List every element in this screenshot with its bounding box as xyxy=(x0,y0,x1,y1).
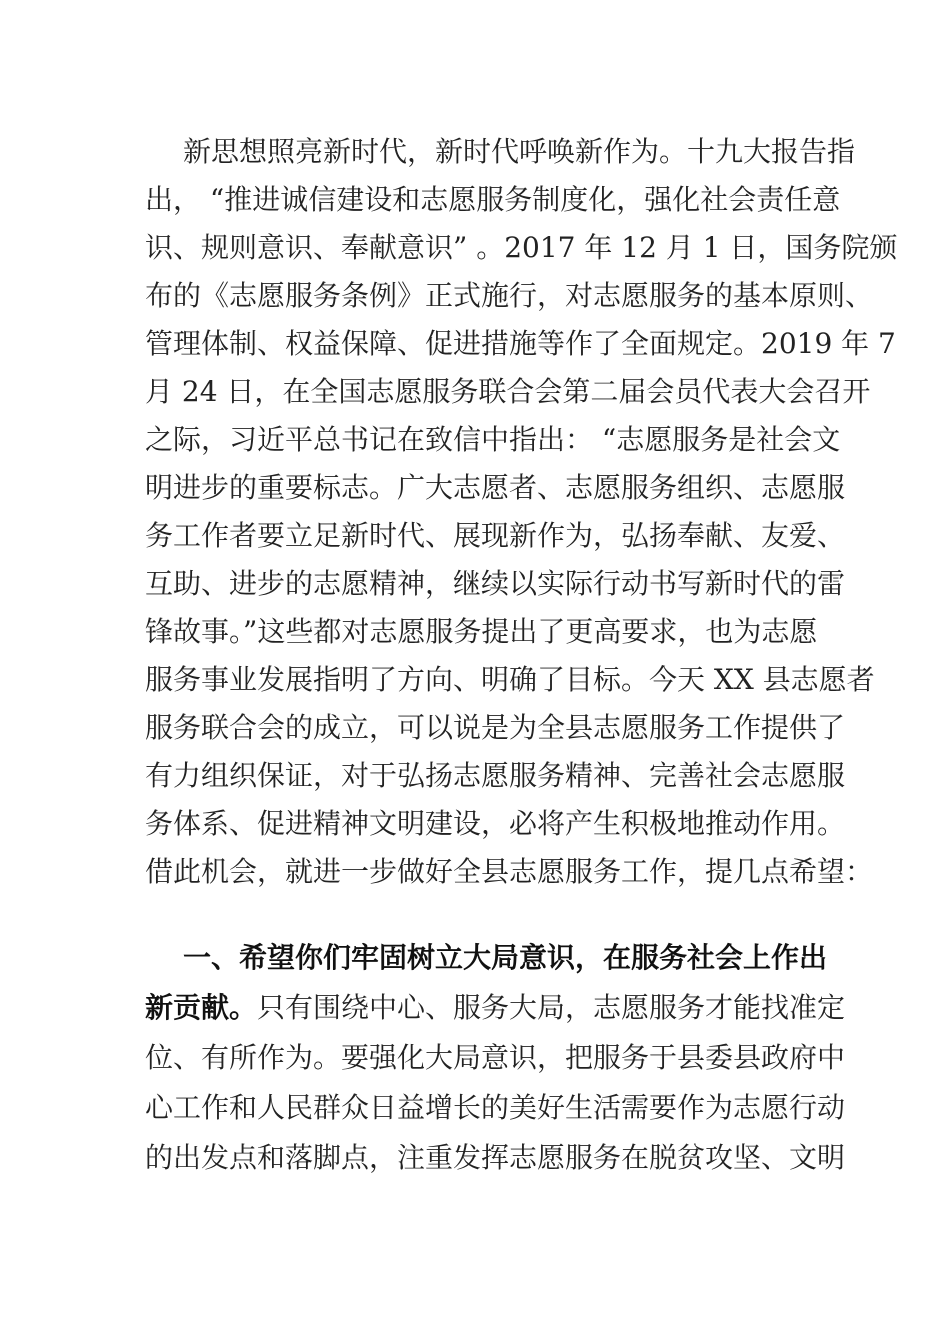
paragraph-1-line-10: 互助、进步的志愿精神，继续以实际行动书写新时代的雷 xyxy=(145,567,846,600)
paragraph-2-line-2 xyxy=(145,988,846,1028)
paragraph-1-line-4: 布的《志愿服务条例》正式施行，对志愿服务的基本原则、 xyxy=(145,279,874,312)
paragraph-2-line-3: 位、有所作为。要强化大局意识，把服务于县委县政府中 xyxy=(145,1041,846,1074)
paragraph-2-line-4: 心工作和人民群众日益增长的美好生活需要作为志愿行动 xyxy=(145,1091,846,1124)
paragraph-1-line-3: 识、规则意识、奉献意识” 。2017 年 12 月 1 日，国务院颁 xyxy=(145,231,898,264)
paragraph-2-line-5: 的出发点和落脚点，注重发挥志愿服务在脱贫攻坚、文明 xyxy=(145,1141,846,1174)
section-heading-1: 一、希望你们牢固树立大局意识，在服务社会上作出 xyxy=(183,941,828,974)
paragraph-1-line-7: 之际，习近平总书记在致信中指出： “志愿服务是社会文 xyxy=(145,423,841,456)
paragraph-1-line-9: 务工作者要立足新时代、展现新作为，弘扬奉献、友爱、 xyxy=(145,519,846,552)
paragraph-1-line-16: 借此机会，就进一步做好全县志愿服务工作，提几点希望： xyxy=(145,855,874,888)
paragraph-1-line-5: 管理体制、权益保障、促进措施等作了全面规定。2019 年 7 xyxy=(145,327,896,360)
paragraph-1-line-14: 有力组织保证，对于弘扬志愿服务精神、完善社会志愿服 xyxy=(145,759,846,792)
paragraph-1-line-13: 服务联合会的成立，可以说是为全县志愿服务工作提供了 xyxy=(145,711,846,744)
paragraph-1-line-12: 服务事业发展指明了方向、明确了目标。今天 XX 县志愿者 xyxy=(145,663,875,696)
paragraph-1-line-8: 明进步的重要标志。广大志愿者、志愿服务组织、志愿服 xyxy=(145,471,846,504)
paragraph-1-line-6: 月 24 日，在全国志愿服务联合会第二届会员代表大会召开 xyxy=(145,375,871,408)
paragraph-2-line-2-text: 只有围绕中心、服务大局，志愿服务才能找准定 xyxy=(257,991,846,1024)
section-heading-1-end: 新贡献。 xyxy=(145,991,258,1024)
paragraph-1-line-1: 新思想照亮新时代，新时代呼唤新作为。十九大报告指 xyxy=(183,135,856,168)
paragraph-1-line-2: 出， “推进诚信建设和志愿服务制度化，强化社会责任意 xyxy=(145,183,841,216)
paragraph-1-line-15: 务体系、促进精神文明建设，必将产生积极地推动作用。 xyxy=(145,807,846,840)
paragraph-1-line-11: 锋故事。”这些都对志愿服务提出了更高要求，也为志愿 xyxy=(145,615,818,648)
